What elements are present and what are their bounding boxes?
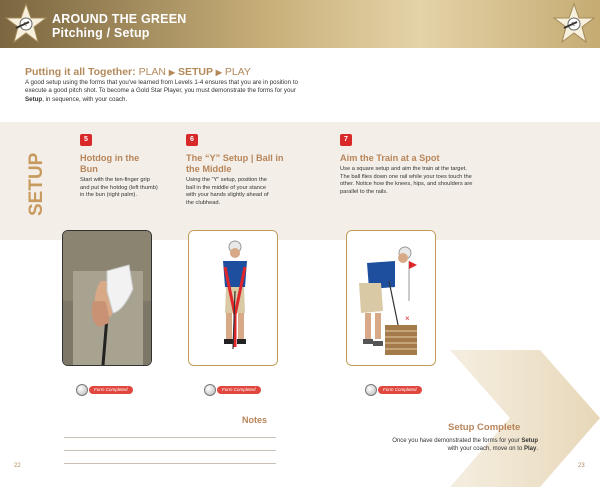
notes-line[interactable]	[64, 437, 276, 438]
intro-step-play: PLAY	[224, 66, 251, 78]
checkbox-circle-icon[interactable]	[204, 384, 216, 396]
star-golf-icon	[4, 2, 48, 46]
step-number-badge: 6	[186, 134, 198, 146]
checkbox-circle-icon[interactable]	[76, 384, 88, 396]
step-7	[340, 134, 478, 196]
star-golf-icon	[552, 2, 596, 46]
step-number-badge: 5	[80, 134, 92, 146]
sc-text-a: Once you have demonstrated the forms for your	[392, 438, 522, 444]
photo-aim-train	[346, 230, 436, 366]
sc-text-bold2: Play	[523, 446, 537, 452]
photo-grip	[62, 230, 152, 366]
step-description: Use a square setup and aim the train at the target. The ball flies down one rail while your toes touch the other. Notice how the knees, hips, and shoulders are parallel to the rails.	[340, 166, 473, 195]
step-5	[80, 134, 158, 200]
sc-text-b: with your coach, move on to	[447, 446, 524, 452]
checkbox-circle-icon[interactable]	[365, 384, 377, 396]
intro-text-b: , in sequence, with your coach.	[42, 95, 128, 103]
step-6	[186, 134, 288, 207]
form-completed-label: Form Completed	[378, 386, 422, 394]
step-title: Aim the Train at a Spot	[340, 153, 440, 163]
step-title: The “Y” Setup | Ball in the Middle	[186, 153, 284, 174]
step-title: Hotdog in the Bun	[80, 153, 140, 174]
arrow-right-icon: ▶	[168, 68, 176, 77]
notes-line[interactable]	[64, 450, 276, 451]
intro-title	[25, 66, 251, 78]
header-title-block	[52, 12, 186, 40]
intro-paragraph	[25, 79, 315, 104]
intro-text-a: A good setup using the forms that you've learned from Levels 1-4 ensures that you are in position to execute a good pitch shot. To become a Gold Star Player, you must demonstrate the forms for your	[25, 79, 298, 95]
header-banner	[0, 0, 600, 48]
header-title: AROUND THE GREEN	[52, 12, 187, 26]
step-description: Using the “Y” setup, position the ball in the middle of your stance with your hands slightly ahead of the clubhead.	[186, 177, 269, 206]
form-completed-label: Form Completed	[89, 386, 133, 394]
intro-text-bold: Setup	[25, 95, 43, 103]
header-subtitle: Pitching / Setup	[52, 26, 150, 40]
setup-complete-title: Setup Complete	[448, 422, 521, 433]
page-number-right: 23	[578, 463, 585, 469]
intro-title-lead: Putting it all Together:	[25, 66, 136, 78]
chevron-arrow-decoration	[440, 350, 600, 487]
section-label-setup	[18, 150, 50, 220]
page-number-left: 22	[14, 463, 21, 469]
notes-title: Notes	[242, 415, 268, 425]
photo-y-setup	[188, 230, 278, 366]
sc-text-c: .	[536, 446, 538, 452]
arrow-right-icon: ▶	[215, 68, 222, 77]
svg-text:SETUP: SETUP	[26, 152, 47, 216]
intro-step-setup: SETUP	[178, 66, 213, 78]
intro-step-plan: PLAN	[138, 66, 166, 78]
svg-text:×: ×	[405, 314, 410, 323]
sc-text-bold1: Setup	[521, 438, 538, 444]
notes-line[interactable]	[64, 463, 276, 464]
step-number-badge: 7	[340, 134, 352, 146]
step-description: Start with the ten-finger grip and put the hotdog (left thumb) in the bun (right palm).	[80, 177, 158, 199]
form-completed-label: Form Completed	[217, 386, 261, 394]
setup-complete-text	[340, 437, 538, 453]
